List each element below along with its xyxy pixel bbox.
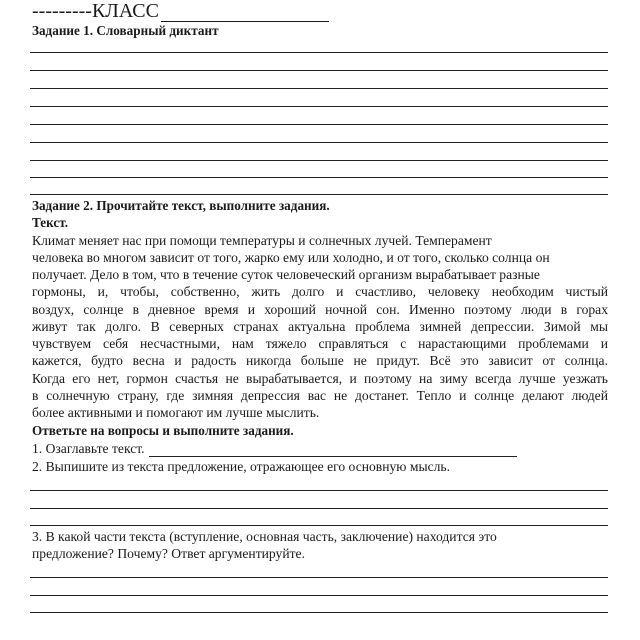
class-blank-line[interactable]: [161, 3, 329, 22]
q3-answer-line[interactable]: [30, 612, 608, 613]
q3-answer-line[interactable]: [30, 595, 608, 596]
text-line: Когда его нет, гормон счастья не вырабатывается, и поэтому на зиму всегда лучше уезжать: [32, 371, 608, 386]
q3-answer-line[interactable]: [30, 577, 608, 578]
dictation-answer-line[interactable]: [30, 160, 608, 161]
text-line: чувствуем себя несчастными, нам тяжело справляться с нарастающими проблемами и: [32, 336, 608, 351]
text-line: получает. Дело в том, что в течение суток человеческий организм вырабатывает разные: [32, 267, 540, 282]
text-line: в солнечную страну, где зимняя депрессия вас не достанет. Тепло и солнце делают людей: [32, 388, 608, 403]
dictation-answer-line[interactable]: [30, 70, 608, 71]
question-3-line-2: предложение? Почему? Ответ аргументируйте.: [32, 546, 305, 561]
text-line: живут так долго. В северных странах актуальна проблема зимней депрессии. Зимой мы: [32, 319, 608, 334]
text-line: более активными и помогают им лучше мыслить.: [32, 405, 320, 420]
q2-answer-line[interactable]: [30, 490, 608, 491]
dictation-answer-line[interactable]: [30, 106, 608, 107]
text-line: воздух, солнце в дневное время и хороший ночной сон. Именно поэтому люди в горах: [32, 302, 608, 317]
header-class-label: КЛАСС: [91, 0, 159, 22]
dictation-answer-line[interactable]: [30, 177, 608, 178]
title-answer-blank[interactable]: [149, 443, 517, 457]
text-line: гормоны, и, чтобы, собственно, жить долго и счастливо, человеку необходим чистый: [32, 284, 608, 299]
task1-heading: Задание 1. Словарный диктант: [32, 23, 219, 38]
dictation-answer-line[interactable]: [30, 142, 608, 143]
header-dashes: ---------: [32, 0, 92, 22]
dictation-answer-line[interactable]: [30, 88, 608, 89]
text-line: человека во многом зависит от того, жарко ему или холодно, и от того, сколько солнца он: [32, 250, 550, 265]
question-1: [32, 440, 517, 457]
text-label: Текст.: [32, 215, 69, 230]
question-1-text: 1. Озаглавьте текст.: [32, 441, 145, 456]
q2-answer-line[interactable]: [30, 525, 608, 526]
dictation-answer-line[interactable]: [30, 124, 608, 125]
q2-answer-line[interactable]: [30, 508, 608, 509]
dictation-answer-line[interactable]: [30, 52, 608, 53]
question-3-line-1: 3. В какой части текста (вступление, основная часть, заключение) находится это: [32, 529, 497, 544]
task2-heading: Задание 2. Прочитайте текст, выполните задания.: [32, 198, 330, 213]
class-header: [32, 0, 329, 22]
text-line: Климат меняет нас при помощи температуры и солнечных лучей. Темперамент: [32, 233, 492, 248]
text-line: кажется, будто весна и радость никогда больше не придут. Всё это зависит от солнца.: [32, 353, 608, 368]
dictation-answer-line[interactable]: [30, 194, 608, 195]
answer-heading: Ответьте на вопросы и выполните задания.: [32, 423, 294, 438]
question-2: 2. Выпишите из текста предложение, отражающее его основную мысль.: [32, 459, 450, 474]
